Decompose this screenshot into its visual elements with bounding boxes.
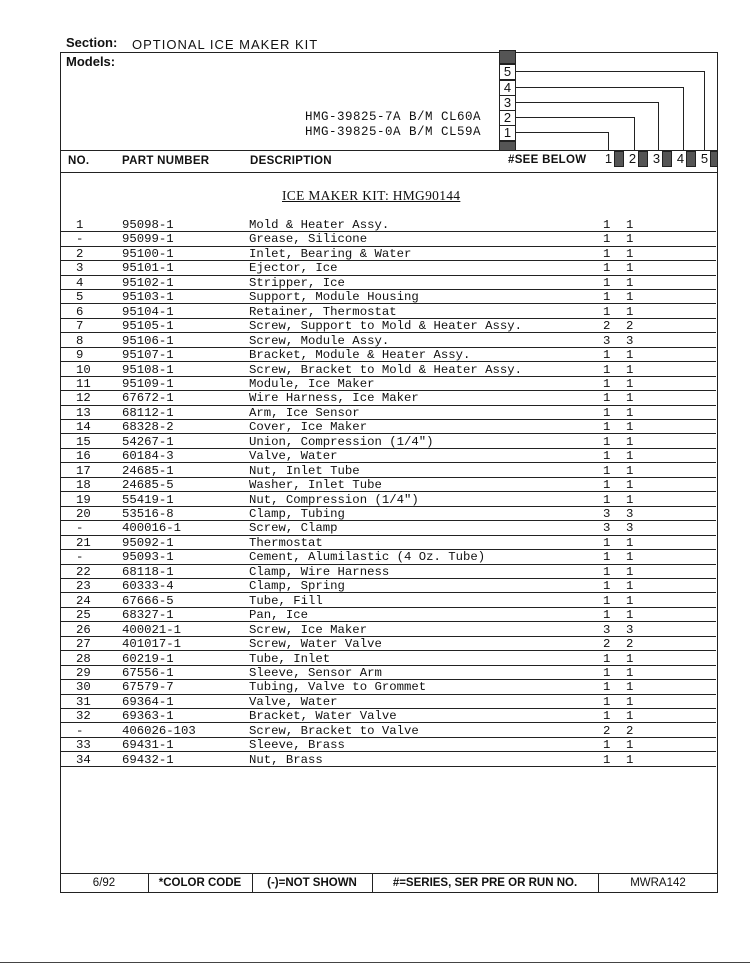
- row-qty-1: 1: [603, 492, 611, 507]
- row-qty-2: 1: [626, 420, 634, 435]
- row-qty-2: 1: [626, 449, 634, 464]
- row-description: Support, Module Housing: [249, 290, 419, 305]
- row-part-number: 95103-1: [122, 290, 174, 305]
- row-description: Grease, Silicone: [249, 232, 368, 247]
- table-row: [60, 753, 718, 767]
- row-description: Module, Ice Maker: [249, 376, 375, 391]
- row-number: 8: [76, 333, 84, 348]
- row-qty-1: 1: [603, 218, 611, 232]
- footer-series-note: #=SERIES, SER PRE OR RUN NO.: [392, 877, 578, 889]
- connector-4: [516, 87, 683, 88]
- table-row: [60, 334, 718, 348]
- row-qty-2: 1: [626, 752, 634, 767]
- page-bottom-rule: [0, 962, 750, 963]
- row-description: Bracket, Module & Heater Assy.: [249, 348, 471, 363]
- row-number: 13: [76, 405, 91, 420]
- row-qty-1: 3: [603, 622, 611, 637]
- footer-color-code: *COLOR CODE: [158, 877, 242, 889]
- row-qty-1: 1: [603, 752, 611, 767]
- row-qty-1: 1: [603, 232, 611, 247]
- row-number: 2: [76, 246, 84, 261]
- kit-title: ICE MAKER KIT: HMG90144: [282, 188, 461, 203]
- row-number: 14: [76, 420, 91, 435]
- row-description: Tubing, Valve to Grommet: [249, 680, 427, 695]
- row-qty-1: 2: [603, 637, 611, 652]
- qty-col-sep-1: [614, 151, 624, 167]
- row-number: 9: [76, 348, 84, 363]
- connector-1: [516, 132, 608, 133]
- row-part-number: 55419-1: [122, 492, 174, 507]
- table-row: [60, 391, 718, 405]
- row-number: 20: [76, 507, 91, 521]
- row-part-number: 95100-1: [122, 246, 174, 261]
- row-qty-2: 1: [626, 362, 634, 377]
- row-qty-2: 1: [626, 405, 634, 420]
- models-label: Models:: [66, 54, 116, 69]
- row-description: Screw, Support to Mold & Heater Assy.: [249, 319, 523, 334]
- row-qty-2: 1: [626, 665, 634, 680]
- row-qty-1: 3: [603, 521, 611, 536]
- row-qty-1: 1: [603, 651, 611, 666]
- row-qty-1: 1: [603, 478, 611, 493]
- connector-2: [516, 117, 634, 118]
- row-description: Arm, Ice Sensor: [249, 405, 360, 420]
- row-description: Valve, Water: [249, 694, 338, 709]
- row-part-number: 406026-103: [122, 723, 196, 738]
- row-description: Screw, Bracket to Mold & Heater Assy.: [249, 362, 523, 377]
- row-part-number: 95093-1: [122, 550, 174, 565]
- row-qty-2: 1: [626, 579, 634, 594]
- qty-col-1: 1: [600, 151, 617, 167]
- qty-col-2: 2: [624, 151, 641, 167]
- row-qty-1: 2: [603, 723, 611, 738]
- row-qty-1: 1: [603, 348, 611, 363]
- table-row: [60, 232, 718, 246]
- row-qty-1: 1: [603, 665, 611, 680]
- row-qty-2: 1: [626, 246, 634, 261]
- table-row: [60, 550, 718, 564]
- row-part-number: 69432-1: [122, 752, 174, 767]
- row-description: Tube, Fill: [249, 593, 323, 608]
- row-part-number: 60333-4: [122, 579, 174, 594]
- row-number: -: [76, 521, 84, 536]
- row-description: Sleeve, Sensor Arm: [249, 665, 382, 680]
- table-row: [60, 290, 718, 304]
- row-qty-1: 1: [603, 593, 611, 608]
- row-number: 12: [76, 391, 91, 406]
- row-qty-1: 3: [603, 333, 611, 348]
- row-description: Screw, Module Assy.: [249, 333, 390, 348]
- row-part-number: 67579-7: [122, 680, 174, 695]
- row-number: -: [76, 723, 84, 738]
- row-number: -: [76, 232, 84, 247]
- section-value: OPTIONAL ICE MAKER KIT: [132, 37, 319, 52]
- row-qty-1: 1: [603, 290, 611, 305]
- table-row: [60, 695, 718, 709]
- row-description: Clamp, Wire Harness: [249, 564, 390, 579]
- table-row: [60, 261, 718, 275]
- table-row: [60, 521, 718, 535]
- row-description: Wire Harness, Ice Maker: [249, 391, 419, 406]
- row-qty-2: 3: [626, 521, 634, 536]
- row-number: 16: [76, 449, 91, 464]
- row-part-number: 95102-1: [122, 275, 174, 290]
- row-description: Screw, Bracket to Valve: [249, 723, 419, 738]
- row-number: 21: [76, 535, 91, 550]
- row-qty-1: 1: [603, 608, 611, 623]
- table-row: [60, 247, 718, 261]
- row-number: 26: [76, 622, 91, 637]
- model-box-top-marker: [499, 50, 516, 64]
- row-qty-2: 1: [626, 709, 634, 724]
- table-row: [60, 420, 718, 434]
- row-rule: [60, 766, 600, 767]
- table-row: [60, 666, 718, 680]
- row-qty-2: 3: [626, 622, 634, 637]
- table-row: [60, 680, 718, 694]
- row-qty-2: 3: [626, 507, 634, 521]
- row-qty-2: 1: [626, 376, 634, 391]
- row-qty-1: 1: [603, 579, 611, 594]
- row-part-number: 95107-1: [122, 348, 174, 363]
- row-qty-1: 1: [603, 535, 611, 550]
- row-number: 3: [76, 261, 84, 276]
- row-qty-2: 1: [626, 478, 634, 493]
- qty-col-sep-2: [638, 151, 648, 167]
- qty-col-sep-4: [686, 151, 696, 167]
- row-description: Inlet, Bearing & Water: [249, 246, 412, 261]
- footer-date: 6/92: [92, 877, 116, 889]
- row-qty-1: 1: [603, 376, 611, 391]
- qty-col-sep-3: [662, 151, 672, 167]
- row-number: 11: [76, 376, 91, 391]
- qty-header-strip: [600, 151, 718, 169]
- row-qty-1: 1: [603, 550, 611, 565]
- row-qty-1: 1: [603, 564, 611, 579]
- row-description: Nut, Inlet Tube: [249, 463, 360, 478]
- row-qty-2: 1: [626, 564, 634, 579]
- row-qty-2: 1: [626, 304, 634, 319]
- row-number: 33: [76, 738, 91, 753]
- table-row: [60, 724, 718, 738]
- table-row: [60, 377, 718, 391]
- row-description: Screw, Clamp: [249, 521, 338, 536]
- table-row: [60, 218, 718, 232]
- row-description: Nut, Compression (1/4"): [249, 492, 419, 507]
- connector-5-drop: [704, 71, 705, 151]
- row-qty-2: 1: [626, 651, 634, 666]
- model-box-1: 1: [499, 125, 516, 141]
- table-row: [60, 276, 718, 290]
- row-part-number: 67556-1: [122, 665, 174, 680]
- row-qty-1: 1: [603, 391, 611, 406]
- column-see-below: #SEE BELOW: [508, 154, 587, 166]
- row-part-number: 69364-1: [122, 694, 174, 709]
- row-part-number: 67666-5: [122, 593, 174, 608]
- connector-1-drop: [608, 132, 609, 151]
- table-row: [60, 478, 718, 492]
- row-qty-1: 1: [603, 405, 611, 420]
- row-number: 28: [76, 651, 91, 666]
- row-number: 31: [76, 694, 91, 709]
- row-part-number: 68327-1: [122, 608, 174, 623]
- table-row: [60, 507, 718, 521]
- row-qty-2: 1: [626, 275, 634, 290]
- row-number: 17: [76, 463, 91, 478]
- row-qty-1: 1: [603, 680, 611, 695]
- header-rule-bottom: [60, 172, 718, 173]
- row-description: Thermostat: [249, 535, 323, 550]
- row-qty-2: 1: [626, 550, 634, 565]
- qty-col-4: 4: [672, 151, 689, 167]
- row-qty-1: 1: [603, 362, 611, 377]
- row-qty-2: 1: [626, 290, 634, 305]
- table-row: [60, 608, 718, 622]
- column-description: DESCRIPTION: [250, 155, 332, 167]
- row-part-number: 400021-1: [122, 622, 182, 637]
- column-no: NO.: [68, 155, 90, 167]
- row-part-number: 60184-3: [122, 449, 174, 464]
- row-description: Ejector, Ice: [249, 261, 338, 276]
- row-part-number: 95099-1: [122, 232, 174, 247]
- row-qty-2: 1: [626, 738, 634, 753]
- table-row: [60, 623, 718, 637]
- row-part-number: 54267-1: [122, 434, 174, 449]
- connector-3-drop: [658, 102, 659, 151]
- row-description: Union, Compression (1/4"): [249, 434, 434, 449]
- row-description: Clamp, Tubing: [249, 507, 345, 521]
- row-number: 6: [76, 304, 84, 319]
- row-number: 29: [76, 665, 91, 680]
- row-qty-2: 1: [626, 608, 634, 623]
- row-description: Screw, Ice Maker: [249, 622, 368, 637]
- model-box-4: 4: [499, 80, 516, 96]
- row-number: 7: [76, 319, 84, 334]
- row-number: 34: [76, 752, 91, 767]
- row-qty-2: 1: [626, 261, 634, 276]
- row-qty-1: 1: [603, 261, 611, 276]
- row-qty-2: 1: [626, 434, 634, 449]
- row-qty-2: 1: [626, 680, 634, 695]
- row-description: Sleeve, Brass: [249, 738, 345, 753]
- row-qty-2: 1: [626, 218, 634, 232]
- row-qty-1: 1: [603, 463, 611, 478]
- row-qty-2: 1: [626, 492, 634, 507]
- row-qty-2: 1: [626, 463, 634, 478]
- table-row: [60, 348, 718, 362]
- row-qty-1: 2: [603, 319, 611, 334]
- row-number: -: [76, 550, 84, 565]
- row-qty-2: 1: [626, 535, 634, 550]
- row-part-number: 95104-1: [122, 304, 174, 319]
- row-part-number: 401017-1: [122, 637, 182, 652]
- row-part-number: 95092-1: [122, 535, 174, 550]
- section-label: Section:: [66, 35, 118, 50]
- row-description: Washer, Inlet Tube: [249, 478, 382, 493]
- row-qty-1: 1: [603, 738, 611, 753]
- connector-4-drop: [683, 87, 684, 151]
- table-row: [60, 738, 718, 752]
- row-number: 25: [76, 608, 91, 623]
- row-number: 30: [76, 680, 91, 695]
- row-number: 23: [76, 579, 91, 594]
- table-row: [60, 637, 718, 651]
- row-description: Screw, Water Valve: [249, 637, 382, 652]
- row-description: Clamp, Spring: [249, 579, 345, 594]
- row-number: 19: [76, 492, 91, 507]
- row-rule-qty: [600, 766, 716, 767]
- row-qty-2: 1: [626, 232, 634, 247]
- row-qty-1: 1: [603, 275, 611, 290]
- row-qty-2: 1: [626, 348, 634, 363]
- table-row: [60, 464, 718, 478]
- connector-5: [516, 71, 704, 72]
- model-line-1: HMG-39825-0A B/M CL59A: [305, 125, 482, 139]
- row-qty-2: 1: [626, 593, 634, 608]
- row-part-number: 95108-1: [122, 362, 174, 377]
- row-qty-1: 1: [603, 694, 611, 709]
- row-qty-2: 1: [626, 694, 634, 709]
- table-row: [60, 579, 718, 593]
- row-part-number: 68118-1: [122, 564, 174, 579]
- table-row: [60, 536, 718, 550]
- row-part-number: 69363-1: [122, 709, 174, 724]
- row-number: 4: [76, 275, 84, 290]
- footer-doc-code: MWRA142: [630, 877, 686, 889]
- row-qty-1: 1: [603, 434, 611, 449]
- connector-3: [516, 102, 658, 103]
- row-description: Tube, Inlet: [249, 651, 331, 666]
- row-part-number: 68328-2: [122, 420, 174, 435]
- table-row: [60, 435, 718, 449]
- row-part-number: 24685-5: [122, 478, 174, 493]
- row-qty-2: 2: [626, 723, 634, 738]
- column-part-number: PART NUMBER: [122, 155, 210, 167]
- table-row: [60, 652, 718, 666]
- table-row: [60, 363, 718, 377]
- table-row: [60, 449, 718, 463]
- row-part-number: 24685-1: [122, 463, 174, 478]
- connector-2-drop: [634, 117, 635, 151]
- qty-col-5: 5: [696, 151, 713, 167]
- row-qty-1: 1: [603, 709, 611, 724]
- table-row: [60, 305, 718, 319]
- row-number: 18: [76, 478, 91, 493]
- table-row: [60, 319, 718, 333]
- row-qty-2: 2: [626, 637, 634, 652]
- row-part-number: 68112-1: [122, 405, 174, 420]
- row-number: 22: [76, 564, 91, 579]
- row-qty-2: 3: [626, 333, 634, 348]
- row-qty-1: 3: [603, 507, 611, 521]
- row-description: Nut, Brass: [249, 752, 323, 767]
- qty-col-3: 3: [648, 151, 665, 167]
- row-number: 15: [76, 434, 91, 449]
- model-box-2: 2: [499, 110, 516, 126]
- row-description: Cement, Alumilastic (4 Oz. Tube): [249, 550, 486, 565]
- row-part-number: 95109-1: [122, 376, 174, 391]
- table-row: [60, 406, 718, 420]
- table-row: [60, 565, 718, 579]
- table-row: [60, 493, 718, 507]
- row-part-number: 69431-1: [122, 738, 174, 753]
- model-box-3: 3: [499, 95, 516, 111]
- model-box-5: 5: [499, 64, 516, 80]
- row-number: 5: [76, 290, 84, 305]
- row-description: Cover, Ice Maker: [249, 420, 368, 435]
- qty-col-sep-5: [710, 151, 718, 167]
- row-description: Pan, Ice: [249, 608, 309, 623]
- row-part-number: 400016-1: [122, 521, 182, 536]
- row-part-number: 95098-1: [122, 218, 174, 232]
- footer-not-shown: (-)=NOT SHOWN: [267, 877, 357, 889]
- row-description: Bracket, Water Valve: [249, 709, 397, 724]
- row-number: 1: [76, 218, 84, 232]
- row-number: 10: [76, 362, 91, 377]
- model-line-2: HMG-39825-7A B/M CL60A: [305, 110, 482, 124]
- row-number: 24: [76, 593, 91, 608]
- row-qty-2: 1: [626, 391, 634, 406]
- row-qty-1: 1: [603, 304, 611, 319]
- table-row: [60, 594, 718, 608]
- row-part-number: 67672-1: [122, 391, 174, 406]
- row-qty-1: 1: [603, 246, 611, 261]
- row-part-number: 95106-1: [122, 333, 174, 348]
- row-description: Retainer, Thermostat: [249, 304, 397, 319]
- row-description: Valve, Water: [249, 449, 338, 464]
- row-qty-1: 1: [603, 449, 611, 464]
- row-description: Stripper, Ice: [249, 275, 345, 290]
- table-row: [60, 709, 718, 723]
- row-part-number: 95101-1: [122, 261, 174, 276]
- row-part-number: 60219-1: [122, 651, 174, 666]
- row-number: 32: [76, 709, 91, 724]
- row-qty-1: 1: [603, 420, 611, 435]
- row-part-number: 95105-1: [122, 319, 174, 334]
- row-qty-2: 2: [626, 319, 634, 334]
- row-description: Mold & Heater Assy.: [249, 218, 390, 232]
- row-number: 27: [76, 637, 91, 652]
- row-part-number: 53516-8: [122, 507, 174, 521]
